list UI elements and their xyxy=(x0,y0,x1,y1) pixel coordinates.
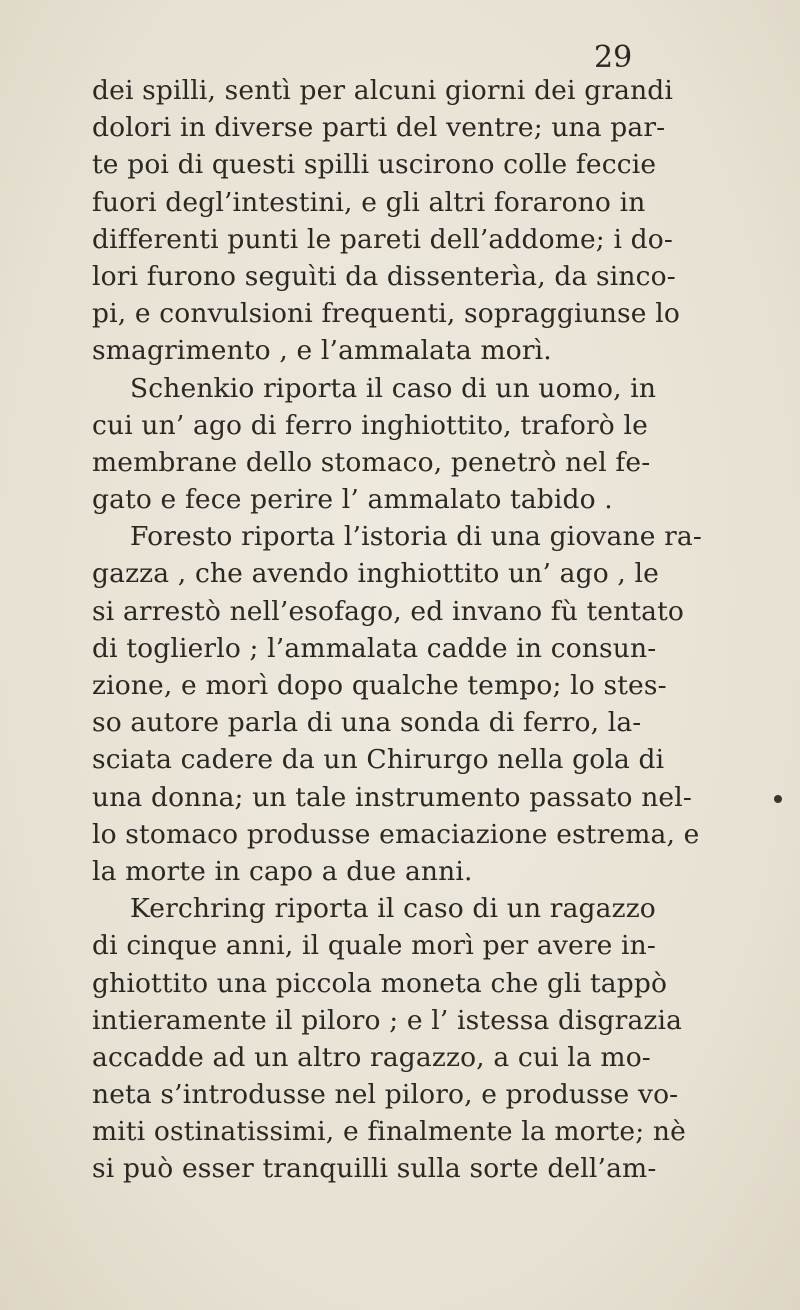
text-line: intieramente il piloro ; e l’ istessa disgrazia xyxy=(92,1004,683,1036)
text-line: ghiottito una piccola moneta che gli tappò xyxy=(92,967,668,999)
ink-spot xyxy=(774,795,782,803)
body-text xyxy=(92,72,732,1188)
text-line: fuori degl’intestini, e gli altri forarono in xyxy=(92,186,646,218)
text-line: so autore parla di una sonda di ferro, la- xyxy=(92,707,642,739)
text-line: differenti punti le pareti dell’addome; i do- xyxy=(92,223,673,255)
paragraph-start-line: Kerchring riporta il caso di un ragazzo xyxy=(130,893,656,925)
text-line: te poi di questi spilli uscirono colle feccie xyxy=(92,149,657,181)
text-line: lori furono seguìti da dissenterìa, da sinco- xyxy=(92,260,676,292)
text-line: zione, e morì dopo qualche tempo; lo stes- xyxy=(92,670,667,701)
text-line: di cinque anni, il quale morì per avere in- xyxy=(92,930,656,962)
text-line: si arrestò nell’esofago, ed invano fù tentato xyxy=(92,595,685,627)
text-line: la morte in capo a due anni. xyxy=(92,855,473,887)
text-line: dei spilli, sentì per alcuni giorni dei grandi xyxy=(92,75,674,106)
text-line: cui un’ ago di ferro inghiottito, traforò le xyxy=(92,409,648,441)
paragraph-start-line: Foresto riporta l’istoria di una giovane ra- xyxy=(130,521,702,553)
text-line: gazza , che avendo inghiottito un’ ago , le xyxy=(92,558,660,590)
text-line: smagrimento , e l’ammalata morì. xyxy=(92,335,552,367)
text-line: dolori in diverse parti del ventre; una par- xyxy=(92,112,666,144)
text-line: pi, e convulsioni frequenti, sopraggiunse lo xyxy=(92,298,680,330)
text-line: si può esser tranquilli sulla sorte dell’am- xyxy=(92,1153,657,1185)
page-number: 29 xyxy=(594,40,633,75)
text-line: di toglierlo ; l’ammalata cadde in consun- xyxy=(92,632,657,664)
text-line: sciata cadere da un Chirurgo nella gola di xyxy=(92,744,665,776)
text-line: gato e fece perire l’ ammalato tabido . xyxy=(92,484,613,516)
text-line: una donna; un tale instrumento passato nel- xyxy=(92,781,692,813)
text-line: neta s’introdusse nel piloro, e produsse vo- xyxy=(92,1079,679,1111)
text-line: lo stomaco produsse emaciazione estrema, e xyxy=(92,818,700,850)
text-line: accadde ad un altro ragazzo, a cui la mo- xyxy=(92,1041,651,1073)
text-line: miti ostinatissimi, e finalmente la morte; nè xyxy=(92,1116,686,1148)
text-line: membrane dello stomaco, penetrò nel fe- xyxy=(92,446,651,478)
paragraph-start-line: Schenkio riporta il caso di un uomo, in xyxy=(130,372,657,404)
